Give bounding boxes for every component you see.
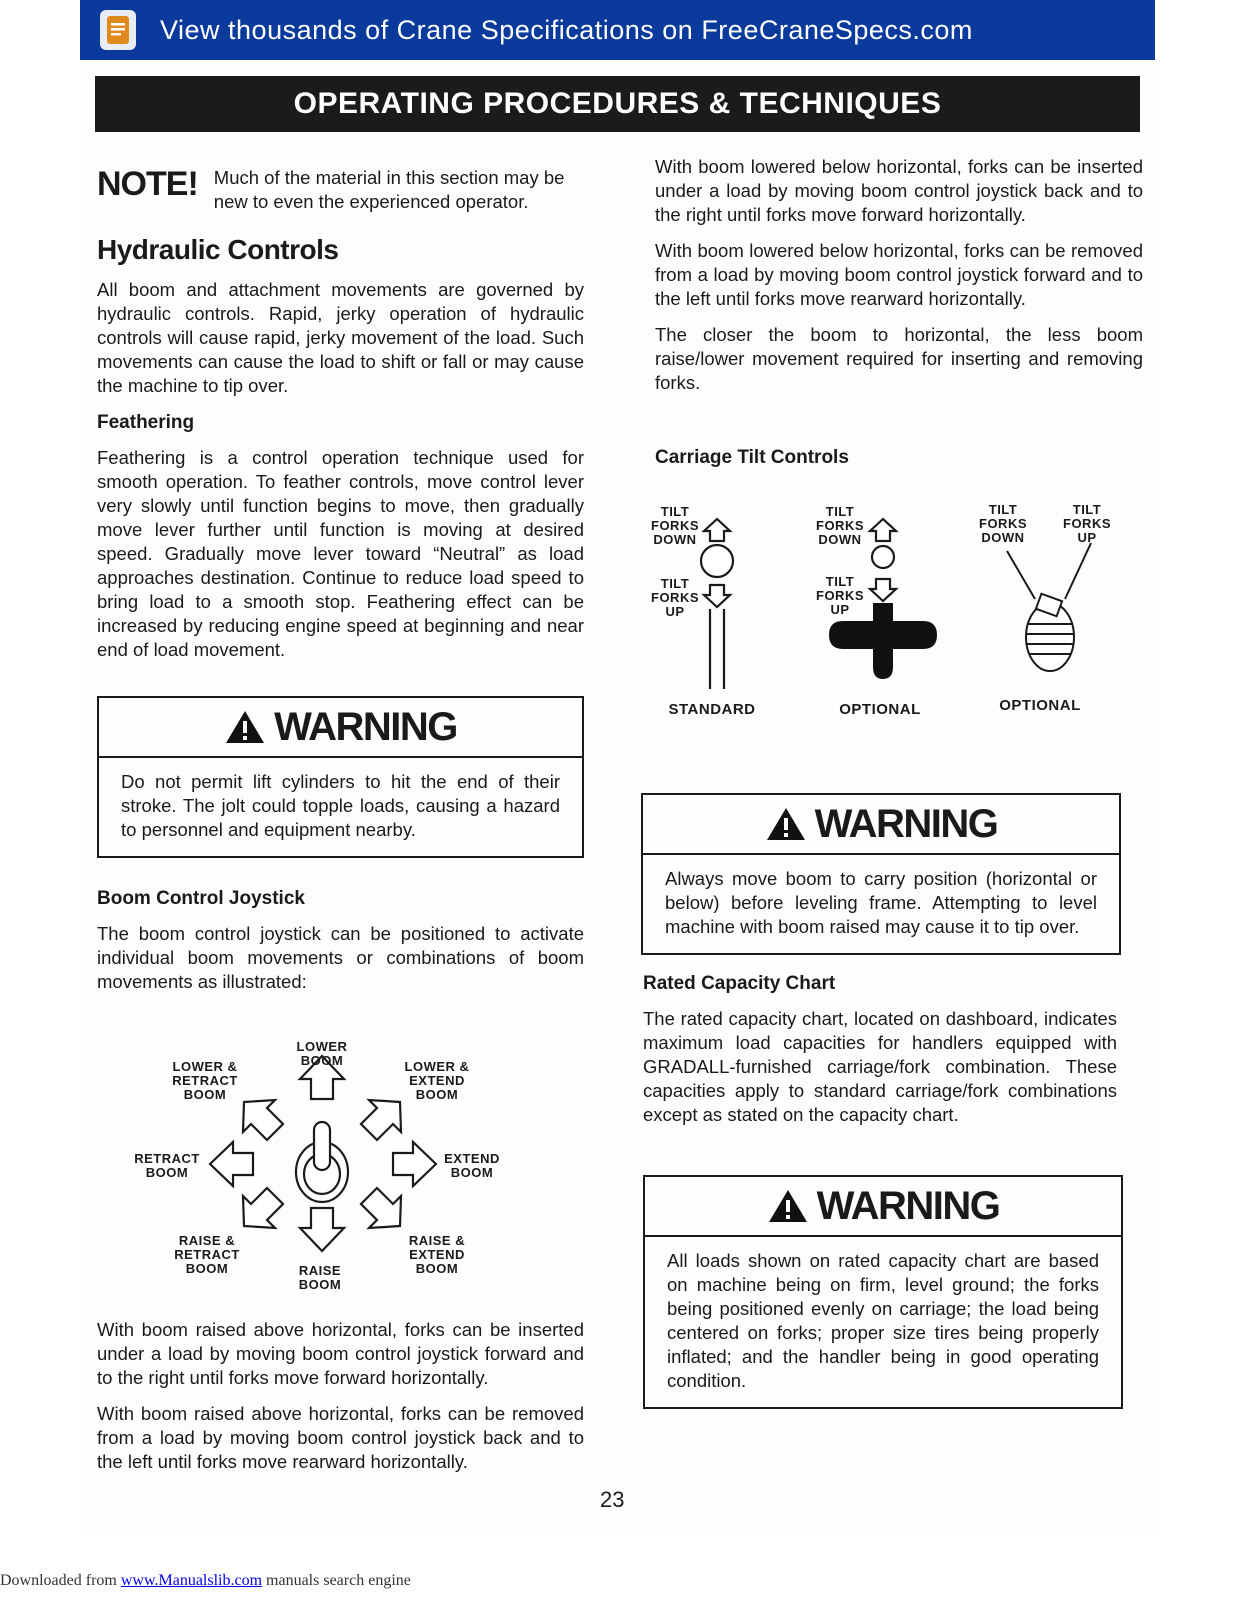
knob-tilt-down-label: TILT FORKS DOWN (979, 502, 1027, 545)
warning-title: WARNING (816, 1183, 1000, 1228)
label-raise-retract-boom: RAISE & RETRACT BOOM (174, 1233, 240, 1276)
warning-triangle-icon (767, 1188, 809, 1224)
page-title: OPERATING PROCEDURES & TECHNIQUES (95, 76, 1140, 132)
right-column (643, 155, 1143, 1391)
page-number: 23 (600, 1487, 625, 1512)
capacity-section (643, 973, 1117, 1127)
warning-header (99, 698, 582, 758)
capacity-text: The rated capacity chart, located on dashboard, indicates maximum load capacities for handlers equipped with GRADALL-furnished carriage/fork combination. These capacities apply to standard carriage/fork combinations except as stated on the capacity chart. (643, 1008, 1117, 1125)
knob-tilt-up-label: TILT FORKS UP (1063, 502, 1111, 545)
banner-link[interactable]: View thousands of Crane Specifications on FreeCraneSpecs.com (160, 14, 973, 45)
hydraulic-heading: Hydraulic Controls (97, 234, 339, 265)
feathering-heading: Feathering (97, 412, 195, 433)
feathering-text: Feathering is a control operation technique used for smooth operation. To feather controls, move control lever very slowly until function begins to move, then gradually move lever further until function is moving at desired speed. Gradually move lever toward “Neutral” as load approaches destination. Continue to reduce load speed to bring load to a smooth stop. Feathering effect can be increased by reducing engine speed at beginning and near end of load movement. (97, 447, 584, 660)
label-lower-boom: LOWER BOOM (296, 1039, 348, 1068)
std-tilt-down-label: TILT FORKS DOWN (651, 504, 699, 547)
joystick-paragraph-1: With boom raised above horizontal, forks can be inserted under a load by moving boom control joystick forward and to the right until forks move forward horizontally. (97, 1319, 584, 1388)
optional-label-2: OPTIONAL (999, 697, 1081, 714)
joystick-paragraph-2: With boom raised above horizontal, forks can be removed from a load by moving boom control joystick back and to the left until forks move rearward horizontally. (97, 1403, 584, 1472)
note-block (97, 160, 584, 214)
opt-tilt-up-label: TILT FORKS UP (816, 574, 864, 617)
warning-text: Do not permit lift cylinders to hit the end of their stroke. The jolt could topple loads, causing a hazard to personnel and equipment nearby. (121, 771, 560, 840)
hydraulic-text: All boom and attachment movements are governed by hydraulic controls. Rapid, jerky operation of hydraulic controls will cause rapid, jerky movement of the load. Such movements can cause the load to shift or fall or may cause the machine to tip over. (97, 279, 584, 396)
warning-box-rated-capacity (643, 1175, 1123, 1409)
right-paragraph-1: With boom lowered below horizontal, forks can be inserted under a load by moving boom control joystick back and to the right until forks move forward horizontally. (655, 156, 1143, 225)
joystick-diagram (97, 1004, 584, 1304)
label-extend-boom: EXTEND BOOM (444, 1151, 500, 1180)
right-paragraph-2: With boom lowered below horizontal, forks can be removed from a load by moving boom control joystick forward and to the left until forks move rearward horizontally. (655, 240, 1143, 309)
warning-title: WARNING (814, 801, 998, 846)
label-raise-boom: RAISE BOOM (298, 1263, 342, 1292)
optional-label-1: OPTIONAL (839, 701, 921, 718)
warning-text: All loads shown on rated capacity chart are based on machine being on firm, level ground; the forks being positioned evenly on carriage; the load being centered on forks; proper size tires being properly inflated; and the handler being in good operating condition. (667, 1250, 1099, 1391)
warning-box-boom-carry (641, 793, 1121, 955)
footer-prefix: Downloaded from (0, 1572, 121, 1589)
std-tilt-up-label: TILT FORKS UP (651, 576, 699, 619)
standard-label: STANDARD (668, 701, 756, 718)
joystick-text: The boom control joystick can be positioned to activate individual boom movements or combinations of boom movements as illustrated: (97, 923, 584, 992)
warning-header (643, 795, 1119, 855)
warning-text: Always move boom to carry position (horizontal or below) before leveling frame. Attempting to level machine with boom raised may cause it to tip over. (665, 868, 1097, 937)
right-paragraph-3: The closer the boom to horizontal, the less boom raise/lower movement required for inserting and removing forks. (655, 324, 1143, 393)
note-text: Much of the material in this section may be new to even the experienced operator. (213, 167, 565, 212)
tilt-diagram (651, 499, 1143, 759)
label-lower-extend-boom: LOWER & EXTEND BOOM (404, 1059, 470, 1102)
warning-triangle-icon (765, 806, 807, 842)
warning-triangle-icon (224, 709, 266, 745)
download-footer (0, 1572, 411, 1590)
warning-box-lift-cylinders (97, 696, 584, 858)
promo-banner[interactable] (80, 0, 1155, 60)
label-retract-boom: RETRACT BOOM (134, 1151, 200, 1180)
label-lower-retract-boom: LOWER & RETRACT BOOM (172, 1059, 238, 1102)
footer-suffix: manuals search engine (262, 1572, 411, 1589)
document-icon (100, 10, 136, 50)
opt-tilt-down-label: TILT FORKS DOWN (816, 504, 864, 547)
note-label: NOTE! (97, 165, 198, 203)
tilt-heading: Carriage Tilt Controls (655, 447, 849, 468)
manualslib-link[interactable]: www.Manualslib.com (120, 1572, 263, 1589)
capacity-heading: Rated Capacity Chart (643, 973, 836, 994)
left-column (97, 160, 584, 1474)
label-raise-extend-boom: RAISE & EXTEND BOOM (408, 1233, 466, 1276)
joystick-heading: Boom Control Joystick (97, 888, 305, 909)
warning-header (645, 1177, 1121, 1237)
warning-title: WARNING (274, 704, 457, 749)
